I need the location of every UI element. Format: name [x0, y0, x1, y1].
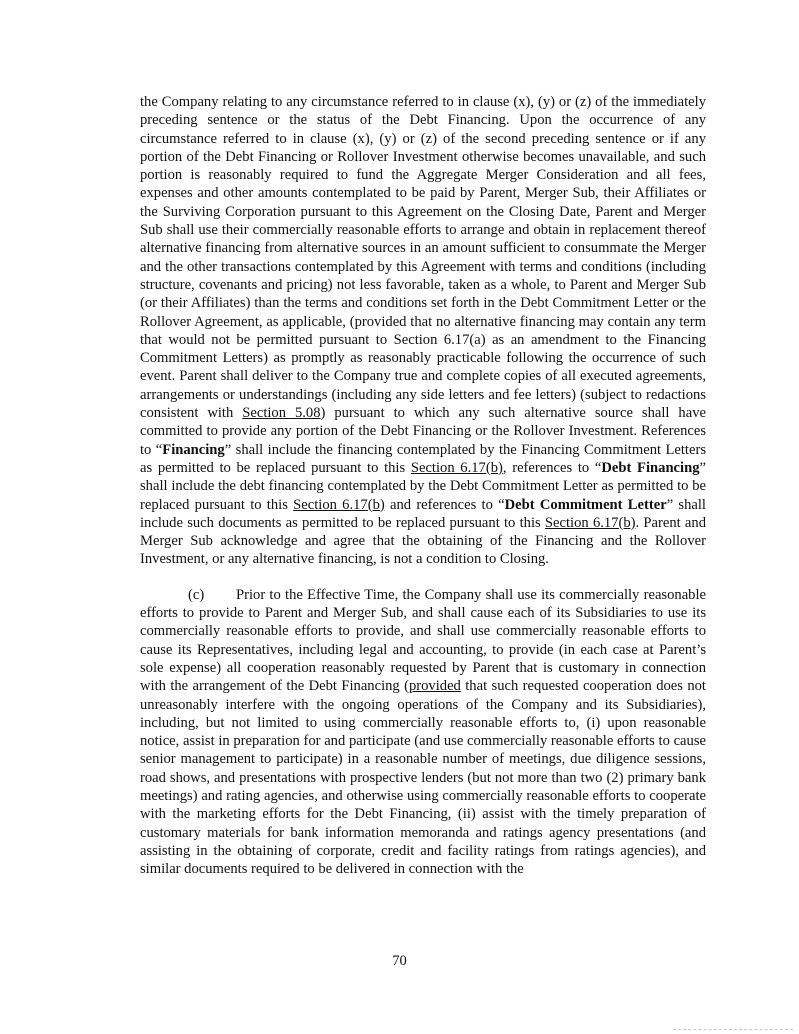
section-reference-6-17b: Section 6.17(b)	[293, 496, 385, 513]
section-reference-6-17b: Section 6.17(b)	[410, 459, 503, 476]
paragraph-text: and references to “	[384, 496, 505, 513]
paragraph-text: ” shall include such documents as permitted to be replaced pursuant to this	[140, 496, 706, 531]
section-reference-5-08: Section 5.08	[242, 405, 321, 422]
paragraph-text: Prior to the Effective Time, the Company shall use its commercially reasonable efforts to provide to Parent and Merger Sub, and shall cause each of its Subsidiaries to use its commercially reasonable efforts to provide, and shall use commercially reasonable efforts to cause its Representatives, including legal and accounting, to provide (in each case at Parent’s sole expense) all cooperation reasonably requested by Parent that is customary in connection with the arrangement of the Debt Financing (	[140, 586, 706, 695]
defined-term-debt-commitment-letter: Debt Commitment Letter	[504, 496, 667, 513]
paragraph-text: ” shall include the financing contemplated by the Financing Commitment Letters as permitted to be replaced pursuant to this	[140, 441, 706, 476]
paragraph-text: . Parent and Merger Sub acknowledge and agree that the obtaining of the Financing and the Rollover Investment, or any alternative financing, is not a condition to Closing.	[140, 514, 706, 568]
paragraph-text: the Company relating to any circumstance referred to in clause (x), (y) or (z) of the immediately preceding sentence or the status of the Debt Financing. Upon the occurrence of any circumstance referred to in clause (x), (y) or (z) of the second preceding sentence or if any portion of the Debt Financing or Rollover Investment otherwise becomes unavailable, and such portion is reasonably required to fund the Aggregate Merger Consideration and all fees, expenses and other amounts contemplated to be paid by Parent, Merger Sub, their Affiliates or the Surviving Corporation pursuant to this Agreement on the Closing Date, Parent and Merger Sub shall use their commercially reasonable efforts to arrange and obtain in replacement thereof alternative financing from alternative sources in an amount sufficient to consummate the Merger and the other transactions contemplated by this Agreement with terms and conditions (including structure, covenants and pricing) not less favorable, taken as a whole, to Parent and Merger Sub (or their Affiliates) than the terms and conditions set forth in the Debt Commitment Letter or the Rollover Agreement, as applicable, (provided that no alternative financing may contain any term that would not be permitted pursuant to Section 6.17(a) as an amendment to the Financing Commitment Letters) as promptly as reasonably practicable following the occurrence of such event. Parent shall deliver to the Company true and complete copies of all executed agreements, arrangements or understandings (including any side letters and fee letters) (subject to redactions consistent with	[140, 94, 706, 422]
provided-term: provided	[408, 678, 461, 695]
paragraph-text: ” shall include the debt financing contemplated by the Debt Commitment Letter as permitted to be replaced pursuant to this	[140, 459, 706, 513]
clause-label: (c)	[188, 586, 205, 603]
paragraph-c	[140, 586, 706, 879]
section-reference-6-17b: Section 6.17(b)	[544, 514, 636, 531]
defined-term-financing: Financing	[162, 441, 225, 458]
paragraph-text: that such requested cooperation does not unreasonably interfere with the ongoing operations of the Company and its Subsidiaries), including, but not limited to using commercially reasonable efforts to, (i) upon reasonable notice, assist in preparation for and participate (and use commercially reasonable efforts to cause senior management to participate) in a reasonable number of meetings, due diligence sessions, road shows, and presentations with prospective lenders (but not more than two (2) primary bank meetings) and rating agencies, and otherwise using commercially reasonable efforts to cooperate with the marketing efforts for the Debt Financing, (ii) assist with the timely preparation of customary materials for bank information memoranda and ratings agency presentations (and assisting in the obtaining of corporate, credit and facility ratings from ratings agencies), and similar documents required to be delivered in connection with the	[140, 678, 706, 878]
defined-term-debt-financing: Debt Financing	[601, 459, 700, 476]
page-number: 70	[392, 953, 407, 969]
scan-edge-marks	[673, 1025, 793, 1030]
document-page	[140, 93, 706, 878]
paragraph-continuation	[140, 93, 706, 569]
paragraph-text: ) pursuant to which any such alternative source shall have committed to provide any portion of the Debt Financing or the Rollover Investment. References to “	[140, 405, 706, 458]
paragraph-text: , references to “	[502, 459, 602, 476]
